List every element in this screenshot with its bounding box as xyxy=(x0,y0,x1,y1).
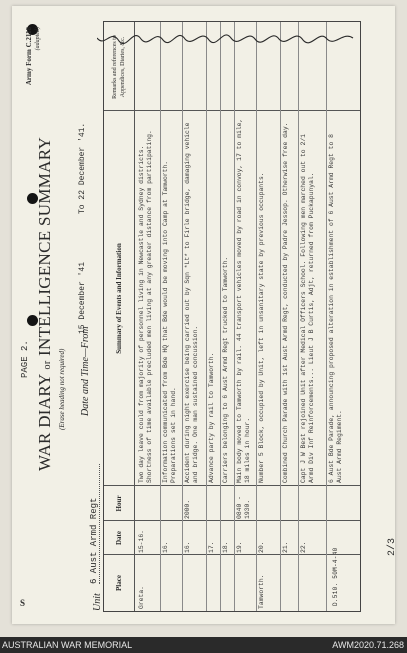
row-summary: Number 5 Block, occupied by Unit, left in unsanitary state by previous occupants. xyxy=(258,172,265,483)
row-place xyxy=(208,557,220,609)
unit-label: Unit xyxy=(92,593,103,611)
row-place: Tamworth. xyxy=(258,574,265,609)
row-hour xyxy=(222,487,234,519)
row-summary: Information communicated from Bde HQ that Bde would be moving into Camp at Tamworth. Preparations set in hand. xyxy=(162,160,177,483)
col-header-date: Date xyxy=(115,531,123,545)
row-hour xyxy=(282,487,298,519)
row-hour xyxy=(162,487,182,519)
row-place xyxy=(328,557,356,609)
row-summary: Carriers belonging to 6 Aust Armd Regt trucked to Tamworth. xyxy=(222,256,229,483)
form-subtitle: (Erase heading not required) xyxy=(58,348,66,430)
date-from: 15 December '41 xyxy=(78,261,87,334)
archive-footer xyxy=(0,637,407,653)
margin-mark: S xyxy=(20,598,26,608)
date-to xyxy=(78,123,87,214)
row-place xyxy=(184,557,206,609)
form-title xyxy=(35,137,55,471)
col-header-place: Place xyxy=(115,575,123,591)
row-divider xyxy=(206,22,207,611)
row-date: 21. xyxy=(282,541,289,553)
handwritten-scribble xyxy=(97,23,355,53)
column-divider xyxy=(104,485,360,486)
page-number: 2/3 xyxy=(387,537,398,556)
war-diary-form xyxy=(17,21,398,616)
row-hour xyxy=(328,487,356,519)
page-label: PAGE 2. xyxy=(20,340,30,378)
row-divider xyxy=(182,22,183,611)
row-divider xyxy=(256,22,257,611)
row-date: 19. xyxy=(236,541,243,553)
army-form-code xyxy=(25,27,42,85)
row-divider xyxy=(220,22,221,611)
row-hour: 0840 - 1930. xyxy=(236,495,251,519)
col-header-hour: Hour xyxy=(115,495,123,512)
row-hour xyxy=(258,487,280,519)
row-summary: Combined Church Parade with 1st Aust Armd Regt, conducted by Padre Jessop. Otherwise free day. xyxy=(282,122,289,483)
row-date: 18. xyxy=(222,541,229,553)
col-header-remarks: Remarks and references to Appendices, Diaries, &c. xyxy=(112,35,126,99)
date-label: Date and Time—From xyxy=(80,326,91,416)
row-summary: Accident during night exercise being carried out by Sqn *Lt* to Firle bridge, damaging vehicle and bridge. One man sustained concussion. xyxy=(184,122,199,483)
row-divider xyxy=(234,22,235,611)
form-print-number: D.510. 50M-4-40 xyxy=(332,547,339,606)
row-summary: Capt J W Best rejoined Unit after Medical Officers School. Following men marched out to 2/1 Armd Div Inf Reinforcements... Lieut J B Curtis, Adjt, returned from Puckapunyal. xyxy=(300,134,315,483)
row-summary: 6 Aust Bde Parade, announcing proposed alteration in establishment of 6 Aust Armd Regt to 8 Aust Armd Regiment. xyxy=(328,134,343,483)
unit-value: 6 Aust Armd Regt xyxy=(89,464,100,584)
archive-name: AUSTRALIAN WAR MEMORIAL xyxy=(2,640,133,650)
row-place xyxy=(236,557,256,609)
row-divider xyxy=(160,22,161,611)
row-divider xyxy=(280,22,281,611)
title-or: or xyxy=(42,360,53,370)
title-intelligence-summary: INTELLIGENCE SUMMARY xyxy=(35,136,54,356)
row-divider xyxy=(326,22,327,611)
row-place xyxy=(282,557,298,609)
army-form-code-note: (adapted) xyxy=(35,27,41,51)
column-divider xyxy=(104,110,360,111)
row-divider xyxy=(298,22,299,611)
row-date: 20. xyxy=(258,541,265,553)
row-date: 17. xyxy=(208,541,215,553)
row-place: Greta. xyxy=(138,585,145,609)
army-form-code-text: Army Form C.2118 xyxy=(25,27,33,86)
column-divider xyxy=(104,554,360,555)
row-hour: 2000. xyxy=(184,499,191,519)
row-date: 15-16. xyxy=(138,529,145,553)
row-date xyxy=(328,523,356,553)
row-hour xyxy=(300,487,326,519)
row-summary: Advance party by rail to Tamworth. xyxy=(208,352,215,483)
row-hour xyxy=(208,487,220,519)
row-hour xyxy=(138,487,160,519)
row-summary: Two day leave could from majority of personnel living in Newcastle and Sydney districts. Shortness of time available precluded men living at any greater distance from participating. xyxy=(138,130,153,483)
date-to-label: To xyxy=(78,204,87,214)
row-place xyxy=(222,557,234,609)
column-divider xyxy=(104,520,360,521)
date-to-value: 22 December '41. xyxy=(78,122,87,200)
row-date: 22. xyxy=(300,541,307,553)
diary-table xyxy=(103,21,361,612)
title-war-diary: WAR DIARY xyxy=(35,374,54,471)
row-place xyxy=(300,557,326,609)
row-place xyxy=(162,557,182,609)
row-summary: Main body moved to Tamworth by rail. 44 transport vehicles moved by road in convoy, 17 to mile, 18 miles in hour. xyxy=(236,118,251,483)
archive-reference: AWM2020.71.268 xyxy=(332,640,404,650)
col-header-summary: Summary of Events and Information xyxy=(115,243,123,354)
row-date: 16. xyxy=(184,541,191,553)
diary-page xyxy=(12,6,398,624)
row-date: 16. xyxy=(162,541,169,553)
